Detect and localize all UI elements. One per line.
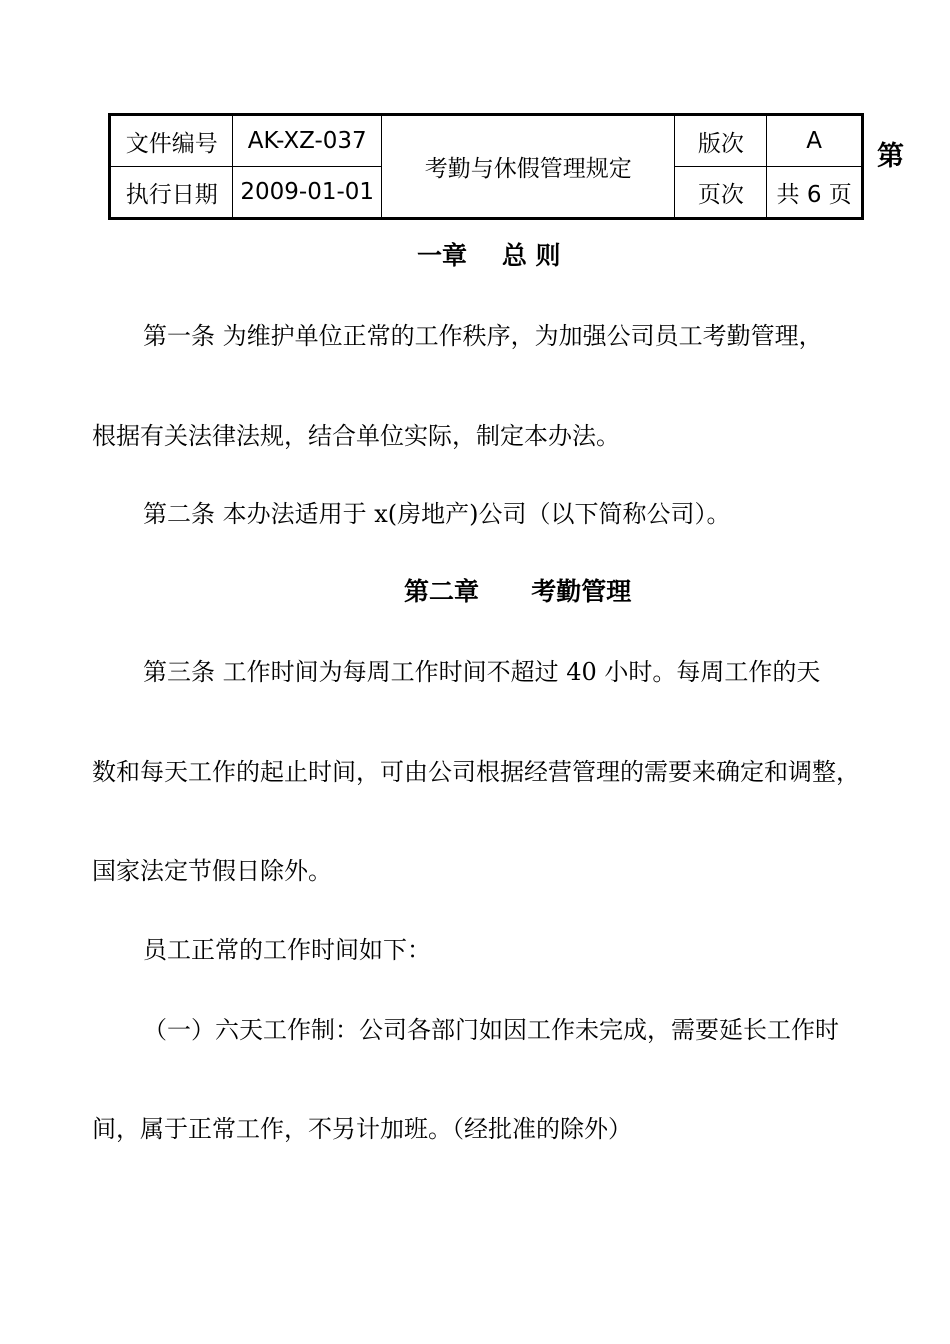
- article-3-line-1: 第三条 工作时间为每周工作时间不超过 40 小时。每周工作的天: [143, 658, 821, 686]
- chapter-prefix-char: 第: [877, 141, 904, 172]
- chapter-1-heading: 一章 总 则: [417, 241, 561, 270]
- six-day-rule-line-2: 间，属于正常工作，不另计加班。（经批准的除外）: [92, 1115, 632, 1143]
- article-2-line: 第二条 本办法适用于 x(房地产)公司（以下简称公司）。: [143, 500, 731, 528]
- exec-date-label: 执行日期: [110, 167, 233, 219]
- chapter-2-heading: 第二章 考勤管理: [404, 577, 632, 606]
- article-3-line-2: 数和每天工作的起止时间，可由公司根据经营管理的需要来确定和调整，: [92, 758, 860, 786]
- doc-number-label: 文件编号: [110, 115, 233, 167]
- exec-date-value: 2009-01-01: [233, 167, 382, 219]
- version-label: 版次: [675, 115, 767, 167]
- article-3-line-3: 国家法定节假日除外。: [92, 857, 332, 885]
- document-title: 考勤与休假管理规定: [382, 115, 675, 219]
- page-label: 页次: [675, 167, 767, 219]
- article-1-line-1: 第一条 为维护单位正常的工作秩序，为加强公司员工考勤管理，: [143, 322, 823, 350]
- page-value: 共 6 页: [767, 167, 863, 219]
- article-1-line-2: 根据有关法律法规，结合单位实际，制定本办法。: [92, 422, 620, 450]
- doc-number-value: AK-XZ-037: [233, 115, 382, 167]
- work-time-intro: 员工正常的工作时间如下：: [143, 936, 431, 964]
- document-header-table: [108, 113, 864, 220]
- six-day-rule-line-1: （一）六天工作制：公司各部门如因工作未完成，需要延长工作时: [143, 1016, 839, 1044]
- version-value: A: [767, 115, 863, 167]
